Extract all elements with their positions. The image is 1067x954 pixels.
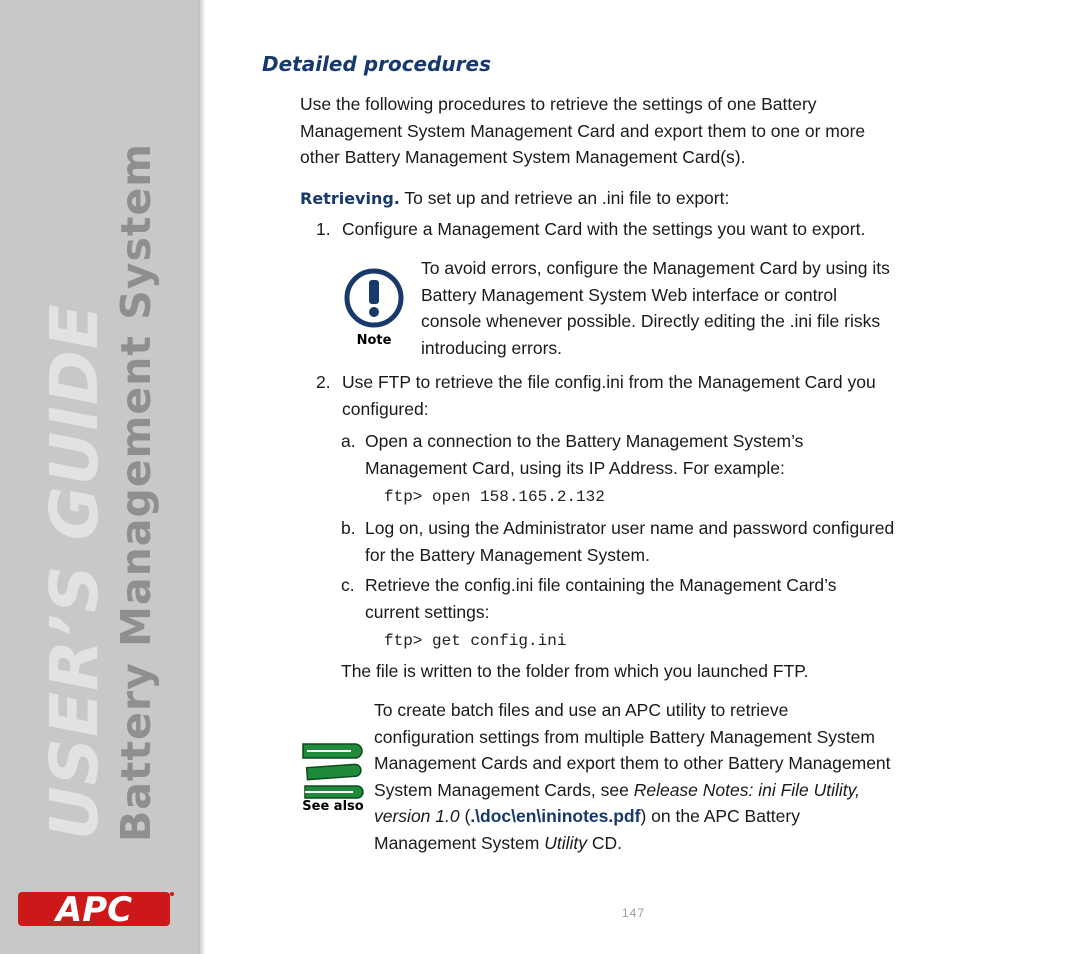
note-line: introducing errors. <box>421 337 563 358</box>
intro-line: Management System Management Card and export them to one or more <box>300 120 866 141</box>
substep-letter: b. <box>341 518 356 538</box>
see-also-text <box>374 697 891 856</box>
retrieving-label: Retrieving. <box>300 189 400 208</box>
svg-text:APC: APC <box>55 890 133 930</box>
note-text <box>421 255 890 361</box>
substep-text: Management Card, using its IP Address. For example: <box>365 457 785 478</box>
ininotes-pdf-link[interactable]: .\doc\en\ininotes.pdf <box>470 806 641 826</box>
substep-letter: c. <box>341 575 355 595</box>
step-text: Use FTP to retrieve the file config.ini from the Management Card you <box>342 372 876 392</box>
step-text: Configure a Management Card with the settings you want to export. <box>342 219 866 239</box>
result-text: The file is written to the folder from which you launched FTP. <box>341 661 809 681</box>
release-notes-title: Release Notes: ini File Utility, <box>633 779 860 800</box>
guide-title: USER’S GUIDE <box>36 303 113 840</box>
substep-text: for the Battery Management System. <box>365 544 650 565</box>
svg-text:See also: See also <box>302 799 364 814</box>
step-2 <box>316 369 876 422</box>
step-text: configured: <box>342 398 429 419</box>
section-heading: Detailed procedures <box>262 52 492 76</box>
see-also-line: Management System Utility CD. <box>374 832 622 853</box>
step-1 <box>316 216 865 243</box>
ftp-get-command: ftp> get config.ini <box>384 632 567 650</box>
substep-text: Retrieve the config.ini file containing the Management Card’s <box>365 575 837 595</box>
see-also-line: To create batch files and use an APC utility to retrieve <box>374 700 789 720</box>
step-number: 2. <box>316 372 331 392</box>
note-line: console whenever possible. Directly editing the .ini file risks <box>421 311 881 331</box>
ftp-open-command: ftp> open 158.165.2.132 <box>384 488 605 506</box>
apc-logo <box>18 886 176 930</box>
see-also-line: configuration settings from multiple Battery Management System <box>374 726 875 747</box>
substep-a <box>341 428 803 481</box>
svg-text:Note: Note <box>356 333 392 348</box>
retrieving-text: To set up and retrieve an .ini file to export: <box>399 188 730 208</box>
books-icon <box>299 738 367 814</box>
substep-text: Log on, using the Administrator user name and password configured <box>365 518 895 538</box>
substep-text: current settings: <box>365 601 490 622</box>
intro-line: other Battery Management System Management Card(s). <box>300 147 746 167</box>
see-also-line: System Management Cards, see Release Notes: ini File Utility, <box>374 779 860 800</box>
substep-c <box>341 572 836 625</box>
step-number: 1. <box>316 219 331 239</box>
see-also-line: version 1.0 (.\doc\en\ininotes.pdf) on the APC Battery <box>374 806 800 826</box>
note-line: Battery Management System Web interface or control <box>421 284 837 305</box>
product-name: Battery Management System <box>112 143 160 842</box>
substep-b <box>341 515 894 568</box>
page-number: 147 <box>622 906 646 920</box>
intro-paragraph <box>300 91 865 171</box>
substep-letter: a. <box>341 431 356 451</box>
see-also-line: Management Cards and export them to other Battery Management <box>374 753 891 773</box>
note-icon <box>343 268 405 348</box>
substep-text: Open a connection to the Battery Management System’s <box>365 431 804 451</box>
intro-line: Use the following procedures to retrieve the settings of one Battery <box>300 94 817 114</box>
note-line: To avoid errors, configure the Management Card by using its <box>421 258 890 278</box>
retrieving-line <box>300 185 729 213</box>
sidebar-shadow <box>198 0 206 954</box>
